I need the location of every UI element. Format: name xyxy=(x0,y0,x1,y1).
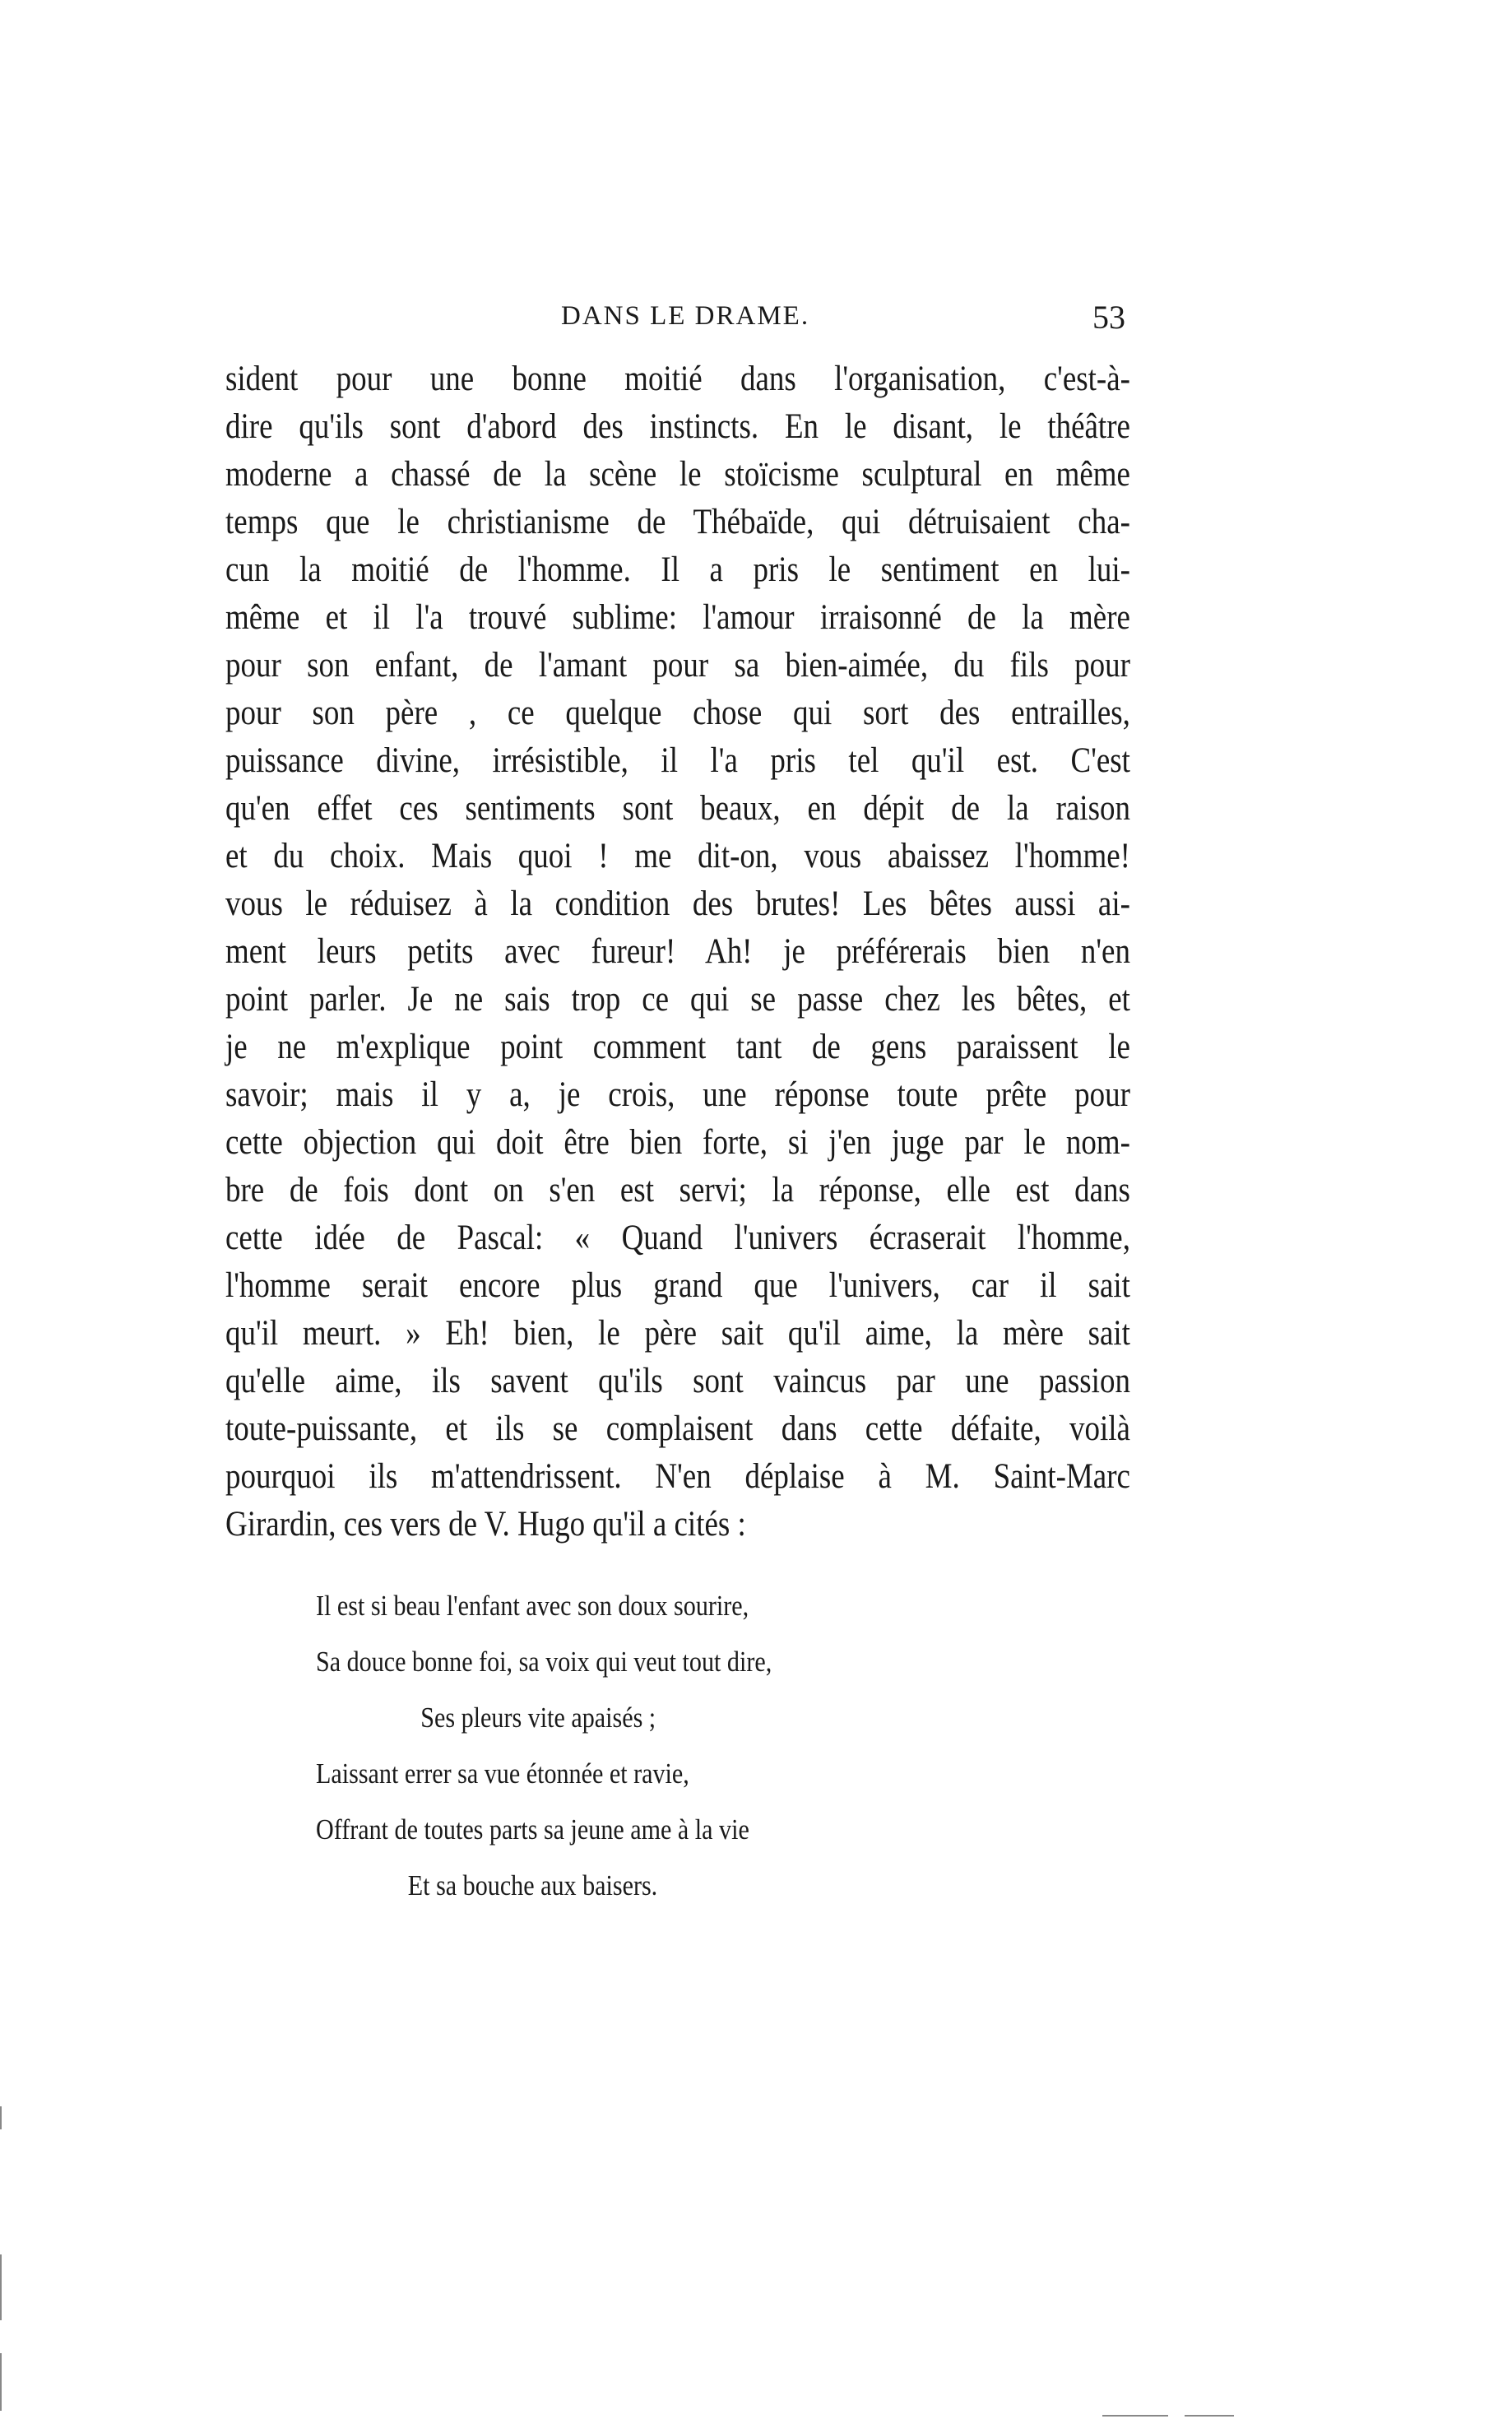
page-header xyxy=(0,301,1512,351)
page-number: 53 xyxy=(1092,299,1125,336)
text-line: qu'elle aime, ils savent qu'ils sont vaincus par une passion xyxy=(225,1362,1130,1400)
text-line: qu'en effet ces sentiments sont beaux, en dépit de la raison xyxy=(225,789,1130,828)
text-line: moderne a chassé de la scène le stoïcisme sculptural en même xyxy=(225,455,1130,494)
text-line: temps que le christianisme de Thébaïde, qui détruisaient cha- xyxy=(225,503,1130,541)
text-line: pour son enfant, de l'amant pour sa bien-aimée, du fils pour xyxy=(225,646,1130,685)
text-line: vous le réduisez à la condition des brutes! Les bêtes aussi ai- xyxy=(225,884,1130,923)
verse-line: Offrant de toutes parts sa jeune ame à la vie xyxy=(316,1813,749,1846)
text-line: savoir; mais il y a, je crois, une réponse toute prête pour xyxy=(225,1075,1130,1114)
text-line: je ne m'explique point comment tant de gens paraissent le xyxy=(225,1028,1130,1066)
scan-mark xyxy=(0,2353,2,2411)
text-line: puissance divine, irrésistible, il l'a pris tel qu'il est. C'est xyxy=(225,741,1130,780)
verse-line: Et sa bouche aux baisers. xyxy=(407,1869,658,1901)
text-line: même et il l'a trouvé sublime: l'amour irraisonné de la mère xyxy=(225,598,1130,637)
text-line: sident pour une bonne moitié dans l'organisation, c'est-à- xyxy=(225,360,1130,398)
text-line: cette objection qui doit être bien forte, si j'en juge par le nom- xyxy=(225,1123,1130,1162)
text-line: bre de fois dont on s'en est servi; la réponse, elle est dans xyxy=(225,1171,1130,1210)
verse-line: Laissant errer sa vue étonnée et ravie, xyxy=(316,1757,689,1790)
text-line: Girardin, ces vers de V. Hugo qu'il a cités : xyxy=(225,1505,746,1544)
text-line: l'homme serait encore plus grand que l'univers, car il sait xyxy=(225,1266,1130,1305)
verse-quotation xyxy=(316,1578,1056,1914)
text-line: qu'il meurt. » Eh! bien, le père sait qu'il aime, la mère sait xyxy=(225,1314,1130,1353)
scan-mark xyxy=(1185,2415,1234,2417)
text-line: cette idée de Pascal: « Quand l'univers écraserait l'homme, xyxy=(225,1219,1130,1257)
text-line: pour son père , ce quelque chose qui sort des entrailles, xyxy=(225,694,1130,732)
text-line: ment leurs petits avec fureur! Ah! je préférerais bien n'en xyxy=(225,932,1130,971)
text-line: cun la moitié de l'homme. Il a pris le sentiment en lui- xyxy=(225,550,1130,589)
verse-line: Ses pleurs vite apaisés ; xyxy=(420,1702,656,1734)
verse-line: Il est si beau l'enfant avec son doux sourire, xyxy=(316,1590,749,1622)
text-line: toute-puissante, et ils se complaisent dans cette défaite, voilà xyxy=(225,1409,1130,1448)
scan-mark xyxy=(0,2254,2,2320)
text-line: dire qu'ils sont d'abord des instincts. En le disant, le théâtre xyxy=(225,407,1130,446)
text-line: et du choix. Mais quoi ! me dit-on, vous abaissez l'homme! xyxy=(225,837,1130,875)
body-paragraph xyxy=(225,355,1130,1548)
text-line: point parler. Je ne sais trop ce qui se passe chez les bêtes, et xyxy=(225,980,1130,1019)
verse-line: Sa douce bonne foi, sa voix qui veut tout dire, xyxy=(316,1646,772,1678)
scan-mark xyxy=(0,2106,2,2129)
text-line: pourquoi ils m'attendrissent. N'en déplaise à M. Saint-Marc xyxy=(225,1457,1130,1496)
scan-mark xyxy=(1102,2415,1168,2417)
running-head: DANS LE DRAME. xyxy=(561,301,810,331)
